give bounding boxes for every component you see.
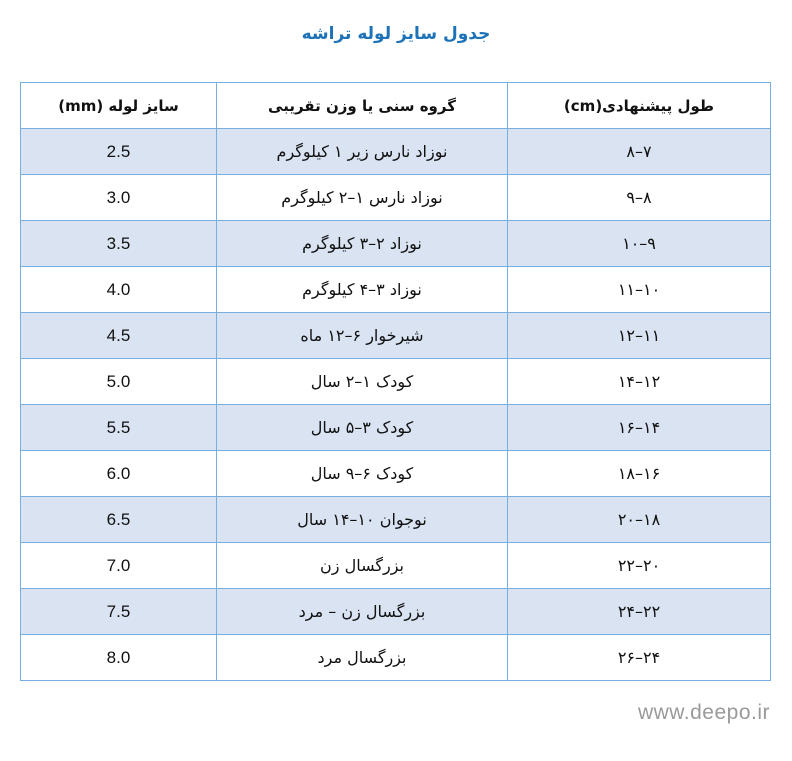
tube-size-table [20,82,771,681]
cell-group: بزرگسال زن – مرد [217,589,508,635]
table-row [21,405,771,451]
cell-group: کودک ۳–۵ سال [217,405,508,451]
cell-size: 7.5 [21,589,217,635]
header-size: سایز لوله (mm) [21,83,217,129]
table-row [21,129,771,175]
cell-group: بزرگسال زن [217,543,508,589]
cell-group: کودک ۱–۲ سال [217,359,508,405]
cell-group: نوجوان ۱۰–۱۴ سال [217,497,508,543]
table-row [21,313,771,359]
cell-length: ۲۲–۲۴ [508,589,771,635]
cell-length: ۱۲–۱۴ [508,359,771,405]
cell-length: ۷–۸ [508,129,771,175]
cell-size: 5.0 [21,359,217,405]
cell-length: ۸–۹ [508,175,771,221]
cell-length: ۱۸–۲۰ [508,497,771,543]
cell-group: نوزاد نارس ۱–۲ کیلوگرم [217,175,508,221]
site-watermark: www.deepo.ir [637,701,770,724]
table-row [21,589,771,635]
table-row [21,221,771,267]
table-row [21,635,771,681]
cell-size: 7.0 [21,543,217,589]
cell-group: شیرخوار ۶–۱۲ ماه [217,313,508,359]
cell-group: بزرگسال مرد [217,635,508,681]
cell-length: ۱۴–۱۶ [508,405,771,451]
cell-size: 3.5 [21,221,217,267]
table-row [21,497,771,543]
cell-size: 6.0 [21,451,217,497]
table-row [21,267,771,313]
cell-size: 4.0 [21,267,217,313]
cell-size: 5.5 [21,405,217,451]
cell-size: 3.0 [21,175,217,221]
table-row [21,175,771,221]
cell-group: کودک ۶–۹ سال [217,451,508,497]
cell-size: 4.5 [21,313,217,359]
cell-length: ۱۱–۱۲ [508,313,771,359]
cell-length: ۲۴–۲۶ [508,635,771,681]
table-row [21,543,771,589]
cell-group: نوزاد ۳–۴ کیلوگرم [217,267,508,313]
table-header-row [21,83,771,129]
cell-length: ۱۶–۱۸ [508,451,771,497]
header-group: گروه سنی یا وزن تقریبی [217,83,508,129]
table-row [21,451,771,497]
cell-size: 6.5 [21,497,217,543]
cell-length: ۹–۱۰ [508,221,771,267]
page-title: جدول سایز لوله تراشه [301,24,491,44]
cell-size: 8.0 [21,635,217,681]
cell-group: نوزاد نارس زیر ۱ کیلوگرم [217,129,508,175]
cell-group: نوزاد ۲–۳ کیلوگرم [217,221,508,267]
cell-length: ۲۰–۲۲ [508,543,771,589]
header-length: طول پیشنهادی(cm) [508,83,771,129]
table-row [21,359,771,405]
cell-size: 2.5 [21,129,217,175]
cell-length: ۱۰–۱۱ [508,267,771,313]
